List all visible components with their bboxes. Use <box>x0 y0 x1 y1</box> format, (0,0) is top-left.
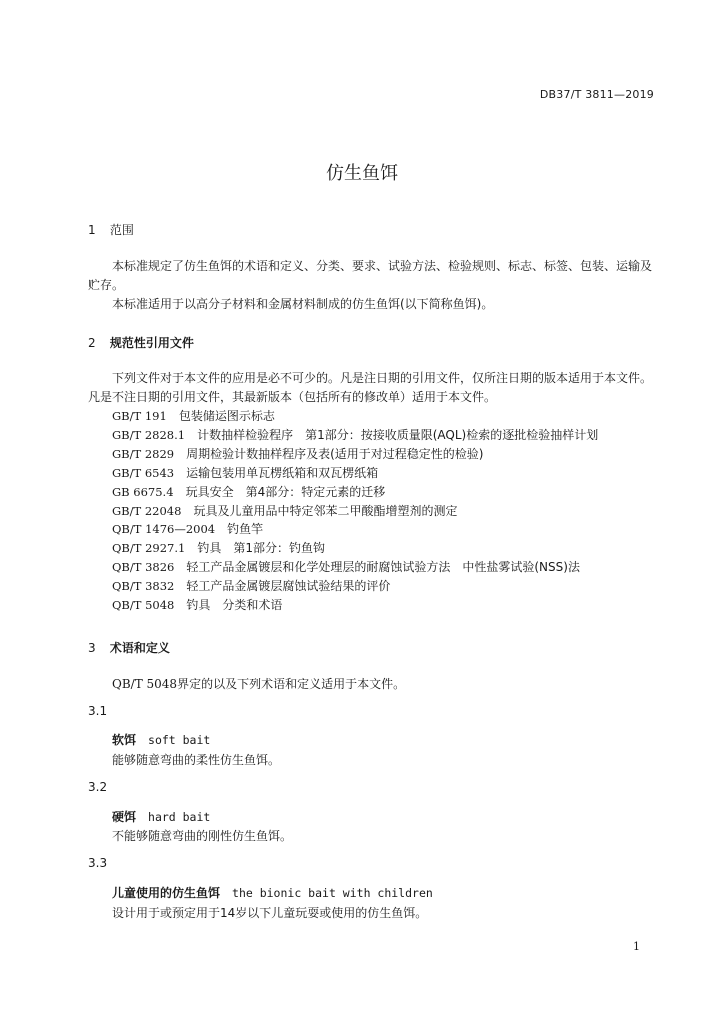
reference-item <box>112 577 598 596</box>
section-heading-terms <box>88 639 170 656</box>
reference-code: GB/T 6543 <box>112 465 175 480</box>
reference-title: 轻工产品金属镀层和化学处理层的耐腐蚀试验方法 中性盐雾试验(NSS)法 <box>186 560 580 575</box>
reference-code: GB/T 22048 <box>112 503 182 518</box>
term-heading <box>112 731 210 748</box>
term-chinese: 软饵 <box>112 733 137 747</box>
reference-code: QB/T 2927.1 <box>112 541 186 556</box>
reference-item <box>112 539 598 558</box>
reference-title: 轻工产品金属镀层腐蚀试验结果的评价 <box>186 579 391 594</box>
reference-code: QB/T 1476—2004 <box>112 522 216 537</box>
reference-item <box>112 483 598 502</box>
reference-code: QB/T 5048 <box>112 598 175 613</box>
section-number: 1 <box>88 223 96 237</box>
term-number: 3.1 <box>88 704 108 718</box>
term-heading <box>112 884 433 901</box>
section-heading-normative <box>88 334 194 351</box>
terms-intro-code: QB/T 5048 <box>112 677 178 691</box>
term-heading <box>112 808 210 825</box>
page-number: 1 <box>633 940 640 953</box>
section-label: 术语和定义 <box>109 641 170 655</box>
reference-item <box>112 558 598 577</box>
term-english: soft bait <box>148 733 211 747</box>
normative-intro: 下列文件对于本文件的应用是必不可少的。凡是注日期的引用文件，仅所注日期的版本适用于本文件。凡是不注日期的引用文件，其最新版本（包括所有的修改单）适用于本文件。 <box>88 371 653 404</box>
reference-code: GB/T 2829 <box>112 446 175 461</box>
reference-code: GB/T 191 <box>112 409 167 423</box>
section-label: 范围 <box>109 223 134 237</box>
section-number: 2 <box>88 336 96 350</box>
reference-title: 钓鱼竿 <box>227 522 264 537</box>
term-number: 3.3 <box>88 856 108 870</box>
section-heading-scope <box>88 221 134 238</box>
reference-item <box>112 407 598 426</box>
term-definition: 设计用于或预定用于14岁以下儿童玩耍或使用的仿生鱼饵。 <box>112 906 428 920</box>
reference-list <box>112 407 598 615</box>
term-definition: 能够随意弯曲的柔性仿生鱼饵。 <box>112 753 281 767</box>
term-chinese: 硬饵 <box>112 810 137 824</box>
reference-item <box>112 426 598 445</box>
page-title: 仿生鱼饵 <box>326 163 398 184</box>
terms-intro <box>112 675 405 692</box>
term-english: hard bait <box>148 810 211 824</box>
reference-code: QB/T 3826 <box>112 560 175 575</box>
term-english: the bionic bait with children <box>232 886 433 900</box>
reference-item <box>112 520 598 539</box>
reference-item <box>112 596 598 615</box>
reference-title: 玩具及儿童用品中特定邻苯二甲酸酯增塑剂的测定 <box>193 503 458 518</box>
reference-title: 钓具 第1部分：钓鱼钩 <box>197 541 325 556</box>
section-label: 规范性引用文件 <box>109 336 194 350</box>
reference-code: GB/T 2828.1 <box>112 427 186 442</box>
reference-title: 玩具安全 第4部分：特定元素的迁移 <box>185 484 386 499</box>
reference-code: QB/T 3832 <box>112 579 175 594</box>
reference-item <box>112 502 598 521</box>
term-definition: 不能够随意弯曲的刚性仿生鱼饵。 <box>112 829 293 843</box>
reference-title: 包装储运图示标志 <box>178 409 275 423</box>
reference-title: 运输包装用单瓦楞纸箱和双瓦楞纸箱 <box>186 465 379 480</box>
reference-code: GB 6675.4 <box>112 484 174 499</box>
reference-title: 钓具 分类和术语 <box>186 598 283 613</box>
term-chinese: 儿童使用的仿生鱼饵 <box>112 886 221 900</box>
term-number: 3.2 <box>88 780 108 794</box>
reference-title: 计数抽样检验程序 第1部分：按接收质量限(AQL)检索的逐批检验抽样计划 <box>197 427 599 442</box>
reference-item <box>112 445 598 464</box>
scope-paragraph-2: 本标准适用于以高分子材料和金属材料制成的仿生鱼饵(以下简称鱼饵)。 <box>112 297 494 311</box>
scope-paragraph-1: 本标准规定了仿生鱼饵的术语和定义、分类、要求、试验方法、检验规则、标志、标签、包装、运输及贮存。 <box>88 259 653 292</box>
reference-item <box>112 464 598 483</box>
terms-intro-text: 界定的以及下列术语和定义适用于本文件。 <box>177 677 406 691</box>
section-number: 3 <box>88 641 96 655</box>
document-code: DB37/T 3811—2019 <box>539 88 654 101</box>
reference-title: 周期检验计数抽样程序及表(适用于对过程稳定性的检验) <box>186 446 484 461</box>
